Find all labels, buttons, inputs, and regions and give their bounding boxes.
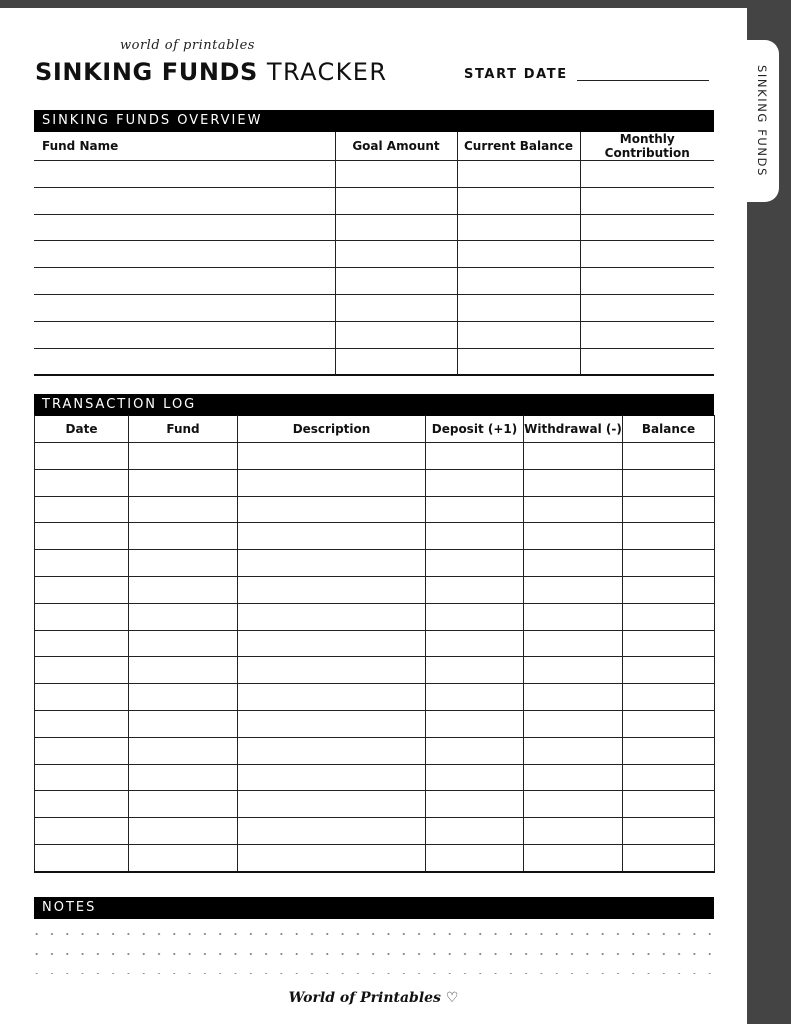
tx-cell[interactable] [35, 791, 129, 818]
tx-cell[interactable] [524, 657, 623, 684]
tx-cell[interactable] [426, 603, 524, 630]
tx-cell[interactable] [129, 657, 238, 684]
title-light: TRACKER [266, 58, 388, 86]
tx-cell[interactable] [623, 684, 715, 711]
tx-row [35, 576, 715, 603]
tx-cell[interactable] [129, 523, 238, 550]
tx-cell[interactable] [426, 764, 524, 791]
tx-row [35, 603, 715, 630]
tx-cell[interactable] [129, 603, 238, 630]
tx-cell[interactable] [524, 791, 623, 818]
tx-row [35, 710, 715, 737]
tx-row [35, 496, 715, 523]
notes-heading: NOTES [34, 897, 714, 919]
tx-row [35, 550, 715, 577]
transaction-log-heading: TRANSACTION LOG [34, 394, 714, 416]
overview-cell[interactable] [34, 241, 335, 268]
tx-cell[interactable] [129, 764, 238, 791]
start-date-label: START DATE [464, 67, 568, 82]
overview-row [34, 294, 714, 321]
tx-cell[interactable] [524, 818, 623, 845]
tx-cell[interactable] [426, 550, 524, 577]
tx-cell[interactable] [129, 684, 238, 711]
tx-cell[interactable] [623, 791, 715, 818]
tx-cell[interactable] [426, 684, 524, 711]
tx-cell[interactable] [623, 443, 715, 470]
tx-cell[interactable] [623, 576, 715, 603]
tx-cell[interactable] [35, 657, 129, 684]
tx-cell[interactable] [426, 443, 524, 470]
tx-cell[interactable] [238, 818, 426, 845]
overview-col-goal-amount: Goal Amount [335, 132, 457, 161]
tx-cell[interactable] [35, 469, 129, 496]
tx-cell[interactable] [35, 737, 129, 764]
tx-cell[interactable] [129, 630, 238, 657]
tx-row [35, 737, 715, 764]
overview-cell[interactable] [335, 268, 457, 295]
tx-cell[interactable] [623, 469, 715, 496]
tx-col-deposit: Deposit (+1) [426, 415, 524, 443]
tx-row [35, 844, 715, 871]
tx-cell[interactable] [426, 818, 524, 845]
side-tab-label: SINKING FUNDS [755, 65, 769, 177]
tx-cell[interactable] [35, 630, 129, 657]
tx-cell[interactable] [524, 443, 623, 470]
tx-cell[interactable] [524, 630, 623, 657]
tx-cell[interactable] [623, 657, 715, 684]
tx-cell[interactable] [129, 576, 238, 603]
tx-cell[interactable] [623, 737, 715, 764]
tx-cell[interactable] [238, 737, 426, 764]
tx-cell[interactable] [238, 764, 426, 791]
tx-cell[interactable] [35, 496, 129, 523]
tx-cell[interactable] [238, 469, 426, 496]
overview-cell[interactable] [457, 214, 580, 241]
tx-cell[interactable] [238, 603, 426, 630]
tx-cell[interactable] [129, 443, 238, 470]
overview-row [34, 321, 714, 348]
tx-cell[interactable] [524, 496, 623, 523]
overview-cell[interactable] [457, 268, 580, 295]
overview-cell[interactable] [34, 321, 335, 348]
overview-cell[interactable] [335, 348, 457, 375]
tx-cell[interactable] [238, 684, 426, 711]
tx-row [35, 657, 715, 684]
tx-col-balance: Balance [623, 415, 715, 443]
overview-col-monthly-contribution: Monthly Contribution [580, 132, 714, 161]
tx-cell[interactable] [623, 523, 715, 550]
footer-brand-wrap [0, 990, 747, 1006]
tx-cell[interactable] [238, 791, 426, 818]
tx-cell[interactable] [238, 576, 426, 603]
tx-cell[interactable] [238, 443, 426, 470]
tx-cell[interactable] [238, 523, 426, 550]
tx-col-date: Date [35, 415, 129, 443]
tx-cell[interactable] [35, 818, 129, 845]
overview-cell[interactable] [580, 161, 714, 188]
overview-cell[interactable] [580, 241, 714, 268]
tx-cell[interactable] [623, 496, 715, 523]
tx-cell[interactable] [524, 576, 623, 603]
tx-cell[interactable] [426, 630, 524, 657]
tx-cell[interactable] [524, 603, 623, 630]
tx-cell[interactable] [524, 844, 623, 871]
tx-cell[interactable] [623, 710, 715, 737]
tx-cell[interactable] [35, 523, 129, 550]
tx-cell[interactable] [524, 550, 623, 577]
tx-cell[interactable] [524, 764, 623, 791]
overview-cell[interactable] [580, 294, 714, 321]
tx-cell[interactable] [238, 844, 426, 871]
overview-row [34, 161, 714, 188]
overview-cell[interactable] [580, 348, 714, 375]
overview-row [34, 214, 714, 241]
tx-cell[interactable] [238, 550, 426, 577]
overview-cell[interactable] [335, 187, 457, 214]
tx-col-description: Description [238, 415, 426, 443]
tx-cell[interactable] [524, 737, 623, 764]
tx-cell[interactable] [623, 844, 715, 871]
tx-row [35, 443, 715, 470]
overview-col-fund-name: Fund Name [34, 132, 335, 161]
brand-script: world of printables [120, 38, 255, 53]
tx-cell[interactable] [623, 764, 715, 791]
tx-cell[interactable] [35, 684, 129, 711]
overview-cell[interactable] [457, 321, 580, 348]
tx-cell[interactable] [426, 576, 524, 603]
overview-cell[interactable] [34, 268, 335, 295]
tx-row [35, 523, 715, 550]
overview-cell[interactable] [457, 161, 580, 188]
footer-brand: World of Printables [288, 990, 441, 1006]
tx-cell[interactable] [129, 710, 238, 737]
overview-col-current-balance: Current Balance [457, 132, 580, 161]
tx-col-fund: Fund [129, 415, 238, 443]
overview-cell[interactable] [457, 241, 580, 268]
tx-cell[interactable] [524, 523, 623, 550]
overview-cell[interactable] [580, 321, 714, 348]
overview-cell[interactable] [580, 268, 714, 295]
tx-cell[interactable] [35, 443, 129, 470]
overview-row [34, 268, 714, 295]
title-bold: SINKING FUNDS [35, 58, 258, 86]
tx-cell[interactable] [426, 710, 524, 737]
tx-cell[interactable] [238, 657, 426, 684]
overview-row [34, 241, 714, 268]
tx-cell[interactable] [35, 576, 129, 603]
tx-cell[interactable] [623, 630, 715, 657]
overview-cell[interactable] [457, 187, 580, 214]
tx-cell[interactable] [426, 657, 524, 684]
notes-dot-grid[interactable] [34, 924, 714, 974]
tx-row [35, 818, 715, 845]
overview-cell[interactable] [457, 294, 580, 321]
overview-cell[interactable] [335, 161, 457, 188]
overview-cell[interactable] [34, 214, 335, 241]
overview-cell[interactable] [34, 348, 335, 375]
overview-heading: SINKING FUNDS OVERVIEW [34, 110, 714, 132]
overview-cell[interactable] [335, 321, 457, 348]
transaction-table [34, 415, 715, 873]
overview-cell[interactable] [335, 214, 457, 241]
tx-row [35, 469, 715, 496]
tx-row [35, 684, 715, 711]
page-title [35, 58, 387, 86]
overview-cell[interactable] [580, 214, 714, 241]
overview-cell[interactable] [34, 161, 335, 188]
tx-row [35, 630, 715, 657]
tx-col-withdrawal: Withdrawal (-) [524, 415, 623, 443]
overview-row [34, 187, 714, 214]
tx-cell[interactable] [426, 469, 524, 496]
tx-cell[interactable] [524, 684, 623, 711]
tx-cell[interactable] [426, 844, 524, 871]
tx-cell[interactable] [129, 818, 238, 845]
tx-cell[interactable] [623, 550, 715, 577]
tx-cell[interactable] [129, 737, 238, 764]
overview-row [34, 348, 714, 375]
tx-cell[interactable] [35, 550, 129, 577]
overview-cell[interactable] [580, 187, 714, 214]
tx-cell[interactable] [129, 550, 238, 577]
side-tab-label-wrap [745, 40, 779, 202]
tx-cell[interactable] [35, 603, 129, 630]
heart-icon: ♡ [445, 990, 459, 1006]
tx-cell[interactable] [524, 469, 623, 496]
tx-cell[interactable] [623, 818, 715, 845]
overview-table [34, 132, 714, 376]
tx-cell[interactable] [238, 496, 426, 523]
overview-cell[interactable] [457, 348, 580, 375]
overview-cell[interactable] [335, 294, 457, 321]
tx-cell[interactable] [129, 844, 238, 871]
tx-cell[interactable] [238, 710, 426, 737]
tx-cell[interactable] [35, 710, 129, 737]
tx-cell[interactable] [623, 603, 715, 630]
tx-cell[interactable] [129, 791, 238, 818]
tx-cell[interactable] [426, 523, 524, 550]
tx-cell[interactable] [238, 630, 426, 657]
start-date-field[interactable] [577, 80, 709, 81]
tx-row [35, 764, 715, 791]
tx-cell[interactable] [35, 844, 129, 871]
overview-cell[interactable] [335, 241, 457, 268]
tx-cell[interactable] [426, 737, 524, 764]
tx-row [35, 791, 715, 818]
tx-cell[interactable] [129, 496, 238, 523]
tx-cell[interactable] [35, 764, 129, 791]
overview-cell[interactable] [34, 187, 335, 214]
tx-cell[interactable] [129, 469, 238, 496]
tx-cell[interactable] [426, 496, 524, 523]
tx-cell[interactable] [426, 791, 524, 818]
overview-cell[interactable] [34, 294, 335, 321]
tx-cell[interactable] [524, 710, 623, 737]
